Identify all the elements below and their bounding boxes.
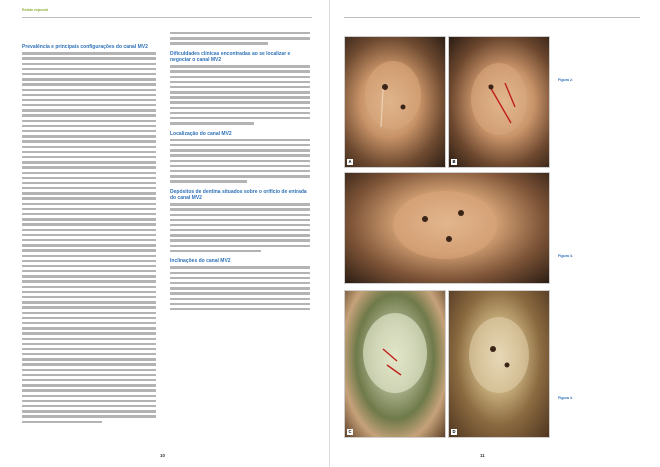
figure-2-caption: Figura 2. xyxy=(558,78,573,82)
body-text xyxy=(170,266,310,310)
page-number: 11 xyxy=(480,453,485,458)
header-divider xyxy=(22,17,312,18)
header-divider xyxy=(344,17,640,18)
section-heading: Dificuldades clínicas encontradas ao se localizar e negociar o canal MV2 xyxy=(170,50,291,63)
body-text xyxy=(170,203,310,252)
tooth-illustration xyxy=(345,291,445,437)
right-page xyxy=(330,0,660,467)
body-text xyxy=(170,65,310,124)
figure-label: A xyxy=(348,159,352,164)
figure-4a-photo xyxy=(344,290,446,438)
text-column-1 xyxy=(22,44,156,426)
figure-2a-photo xyxy=(344,36,446,168)
section-tag: Relato especial xyxy=(22,8,49,12)
tooth-illustration xyxy=(345,173,549,283)
figure-label: C xyxy=(348,429,352,434)
page-number: 10 xyxy=(160,453,165,458)
figure-2b-photo xyxy=(448,36,550,168)
tooth-illustration xyxy=(449,37,549,167)
figure-label: B xyxy=(452,159,456,164)
section-heading: Depósitos de dentina situados sobre o orifício de entrada do canal MV2 xyxy=(170,188,307,201)
figure-4-caption: Figura 4. xyxy=(558,396,573,400)
section-heading: Localização do canal MV2 xyxy=(170,130,232,137)
body-text xyxy=(170,139,310,183)
figure-4b-photo xyxy=(448,290,550,438)
figure-3-caption: Figura 3. xyxy=(558,254,573,258)
section-heading: Prevalência e principais configurações do canal MV2 xyxy=(22,44,148,50)
figure-label: D xyxy=(452,429,456,434)
body-text xyxy=(170,32,310,45)
figure-3-photo xyxy=(344,172,550,284)
section-heading: Inclinações do canal MV2 xyxy=(170,258,231,265)
text-column-2 xyxy=(170,32,310,313)
running-head xyxy=(22,8,48,16)
tooth-illustration xyxy=(345,37,445,167)
tooth-illustration xyxy=(449,291,549,437)
body-text xyxy=(22,52,156,423)
